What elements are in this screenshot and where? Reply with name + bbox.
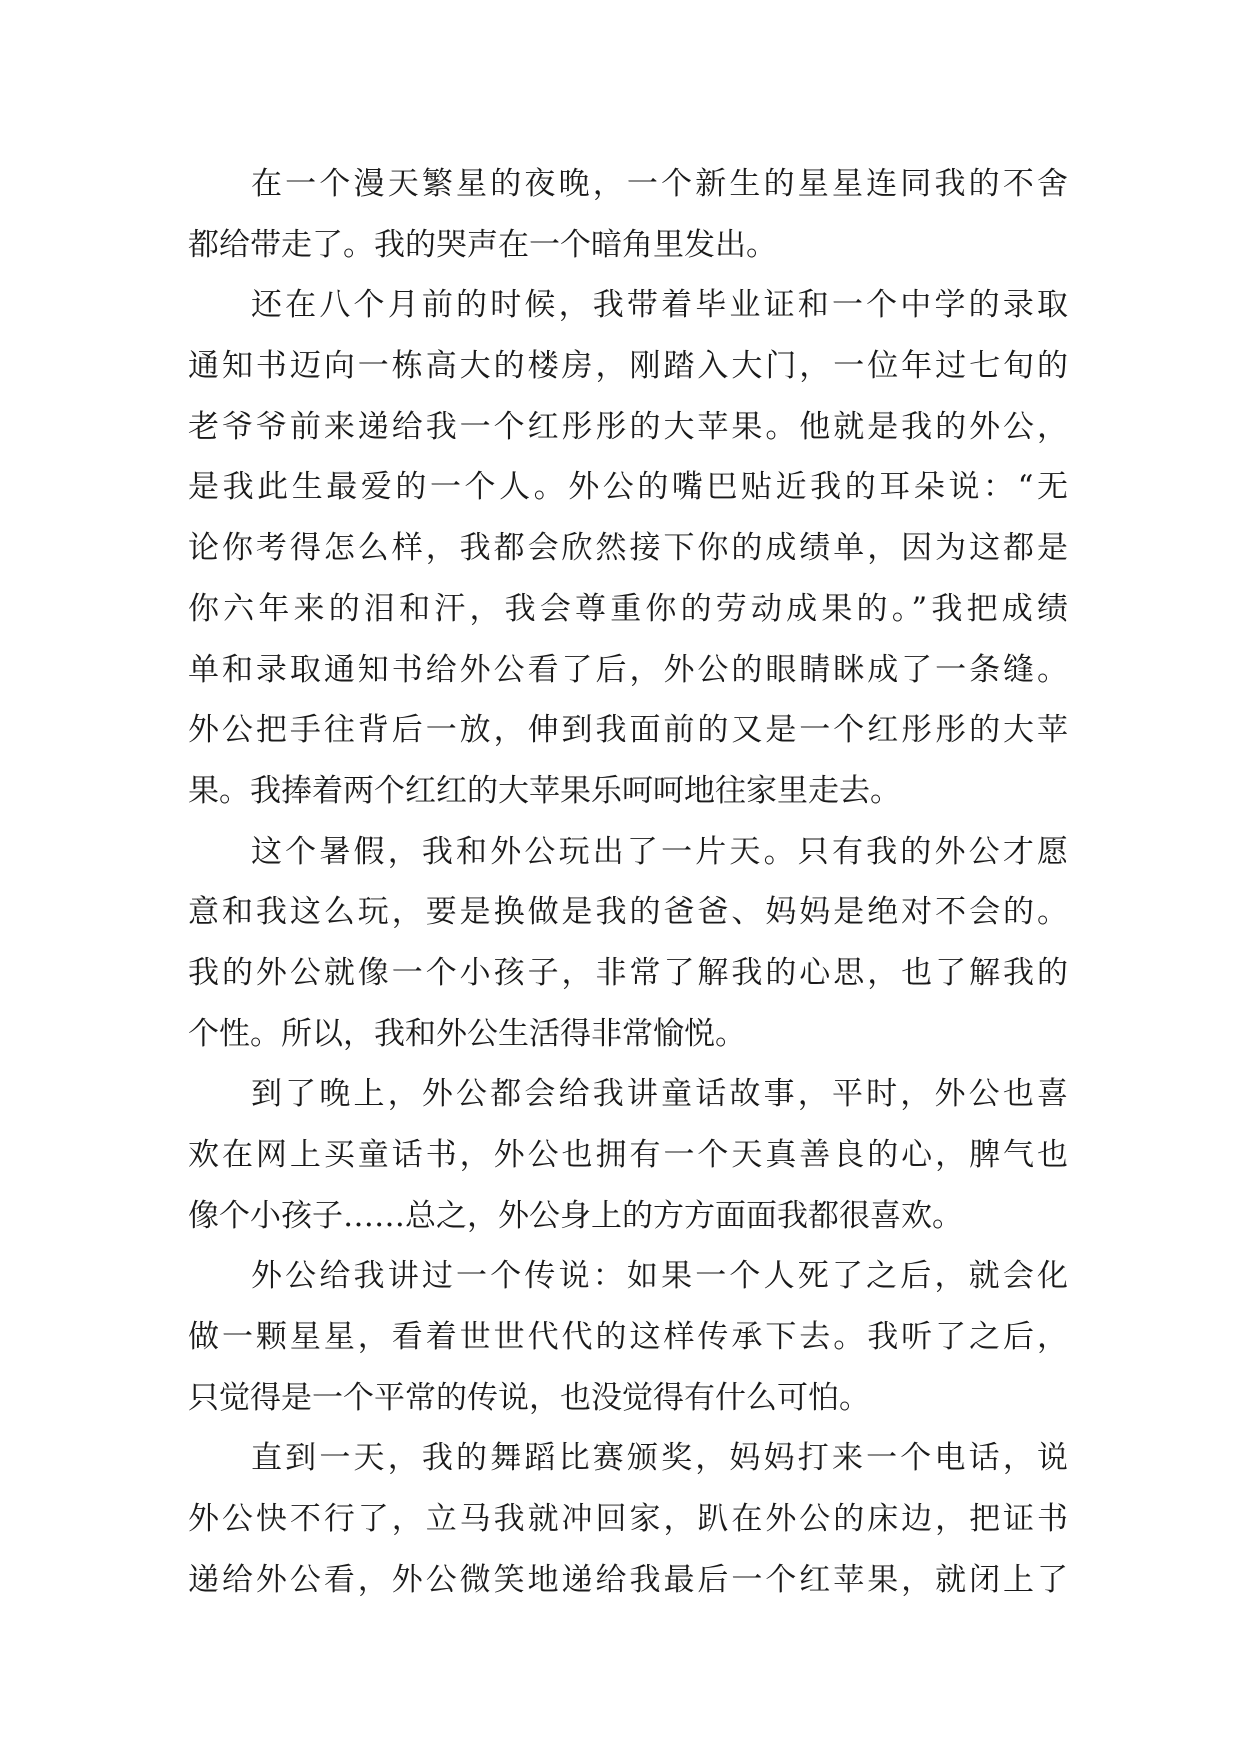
text-line: 递给外公看，外公微笑地递给我最后一个红苹果，就闭上了 [188,1561,1068,1598]
paragraph-4 [188,1064,1068,1246]
text-line: 在一个漫天繁星的夜晚，一个新生的星星连同我的不舍 [251,166,1068,202]
text-line: 通知书迈向一栋高大的楼房，刚踏入大门，一位年过七旬的 [188,348,1068,385]
text-line: 都给带走了。我的哭声在一个暗角里发出。 [188,226,777,263]
text-line: 像个小孩子……总之，外公身上的方方面面我都很喜欢。 [188,1197,963,1234]
text-line: 外公把手往背后一放，伸到我面前的又是一个红彤彤的大苹 [188,712,1068,749]
text-line: 外公快不行了，立马我就冲回家，趴在外公的床边，把证书 [188,1501,1068,1538]
text-line: 欢在网上买童话书，外公也拥有一个天真善良的心，脾气也 [188,1137,1068,1173]
text-line: 外公给我讲过一个传说：如果一个人死了之后，就会化 [251,1258,1068,1295]
essay-body [188,154,1068,1611]
paragraph-1 [188,154,1068,275]
text-line: 只觉得是一个平常的传说，也没觉得有什么可怕。 [188,1379,870,1416]
text-line: 直到一天，我的舞蹈比赛颁奖，妈妈打来一个电话，说 [251,1440,1068,1477]
text-line: 个性。所以，我和外公生活得非常愉悦。 [188,1015,746,1052]
paragraph-3 [188,822,1068,1065]
text-line: 还在八个月前的时候，我带着毕业证和一个中学的录取 [251,287,1068,324]
text-line: 是我此生最爱的一个人。外公的嘴巴贴近我的耳朵说：“无 [188,469,1068,506]
text-line: 论你考得怎么样，我都会欣然接下你的成绩单，因为这都是 [188,530,1068,567]
text-line: 果。我捧着两个红红的大苹果乐呵呵地往家里走去。 [188,772,901,809]
text-line: 这个暑假，我和外公玩出了一片天。只有我的外公才愿 [251,833,1068,870]
text-line: 到了晚上，外公都会给我讲童话故事，平时，外公也喜 [251,1076,1068,1113]
paragraph-2 [188,275,1068,821]
text-line: 你六年来的泪和汗，我会尊重你的劳动成果的。”我把成绩 [188,590,1068,627]
text-line: 老爷爷前来递给我一个红彤彤的大苹果。他就是我的外公， [188,408,1068,445]
text-line: 我的外公就像一个小孩子，非常了解我的心思，也了解我的 [188,954,1068,991]
text-line: 意和我这么玩，要是换做是我的爸爸、妈妈是绝对不会的。 [188,894,1068,931]
paragraph-5 [188,1246,1068,1428]
text-line: 单和录取通知书给外公看了后，外公的眼睛眯成了一条缝。 [188,651,1068,688]
paragraph-6 [188,1428,1068,1610]
text-line: 做一颗星星，看着世世代代的这样传承下去。我听了之后， [188,1319,1068,1356]
